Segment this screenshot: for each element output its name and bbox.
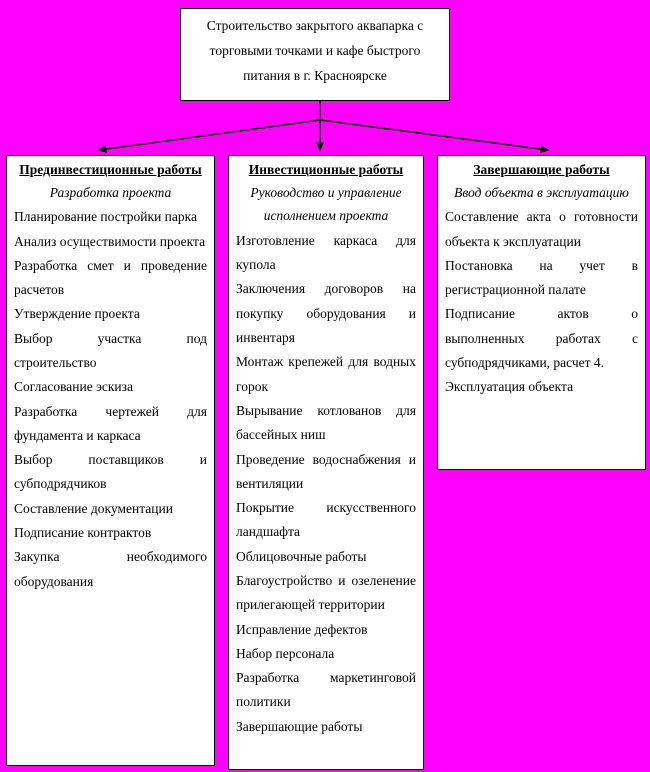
phase-item-list xyxy=(438,204,645,399)
list-item: Составление акта о готовности объекта к эксплуатации xyxy=(445,209,638,249)
list-item: Проведение водоснабжения и вентиляции xyxy=(236,451,416,491)
phase-item-list xyxy=(7,204,214,594)
list-item: Постановка на учет в регистрационной палате xyxy=(445,257,638,298)
list-item: Разработка маркетинговой политики xyxy=(236,670,416,710)
list-item: Выбор поставщиков и субподрядчиков xyxy=(14,452,207,492)
list-item: Планирование постройки парка xyxy=(14,209,197,225)
list-item: Вырывание котлованов для бассейных ниш xyxy=(236,402,416,443)
list-item: Покрытие искусственного ландшафта xyxy=(236,500,416,540)
list-item: Монтаж крепежей для водных горок xyxy=(236,354,416,394)
list-item: Выбор участка под строительство xyxy=(14,330,207,370)
phase-subtitle: Ввод объекта в эксплуатацию xyxy=(454,184,629,200)
phase-box-final xyxy=(437,155,646,470)
list-item: Анализ осуществимости проекта xyxy=(14,233,206,249)
list-item: Подписание актов о выполненных работах с субподрядчиками, расчет 4. xyxy=(445,306,638,370)
list-item: Завершающие работы xyxy=(236,718,363,734)
list-item: Составление документации xyxy=(14,500,173,516)
phase-header: Инвестиционные работы xyxy=(248,162,404,177)
list-item: Разработка смет и проведение расчетов xyxy=(14,257,207,298)
phase-subtitle: Разработка проекта xyxy=(49,184,172,200)
root-title: Строительство закрытого аквапарка с торговыми точками и кафе быстрого питания в г. Красноярске xyxy=(206,18,424,83)
list-item: Заключения договоров на покупку оборудования и инвентаря xyxy=(236,281,416,346)
list-item: Изготовление каркаса для купола xyxy=(236,232,416,273)
phase-subtitle: Руководство и управление исполнением проекта xyxy=(250,184,402,224)
list-item: Согласование эскиза xyxy=(14,379,133,395)
list-item: Подписание контрактов xyxy=(14,525,152,541)
phase-header: Прединвестиционные работы xyxy=(19,162,202,177)
phase-box-investment xyxy=(228,155,424,770)
list-item: Закупка необходимого оборудования xyxy=(14,549,207,589)
list-item: Облицовочные работы xyxy=(236,548,367,564)
list-item: Набор персонала xyxy=(236,645,335,661)
list-item: Благоустройство и озеленение прилегающей территории xyxy=(236,573,416,613)
root-node xyxy=(180,8,450,101)
list-item: Разработка чертежей для фундамента и каркаса xyxy=(14,403,207,443)
list-item: Эксплуатация объекта xyxy=(445,379,574,395)
list-item: Исправление дефектов xyxy=(236,621,368,637)
phase-box-preinvestment xyxy=(6,155,215,766)
list-item: Утверждение проекта xyxy=(14,306,140,322)
phase-header: Завершающие работы xyxy=(473,162,610,177)
phase-item-list xyxy=(229,228,423,739)
